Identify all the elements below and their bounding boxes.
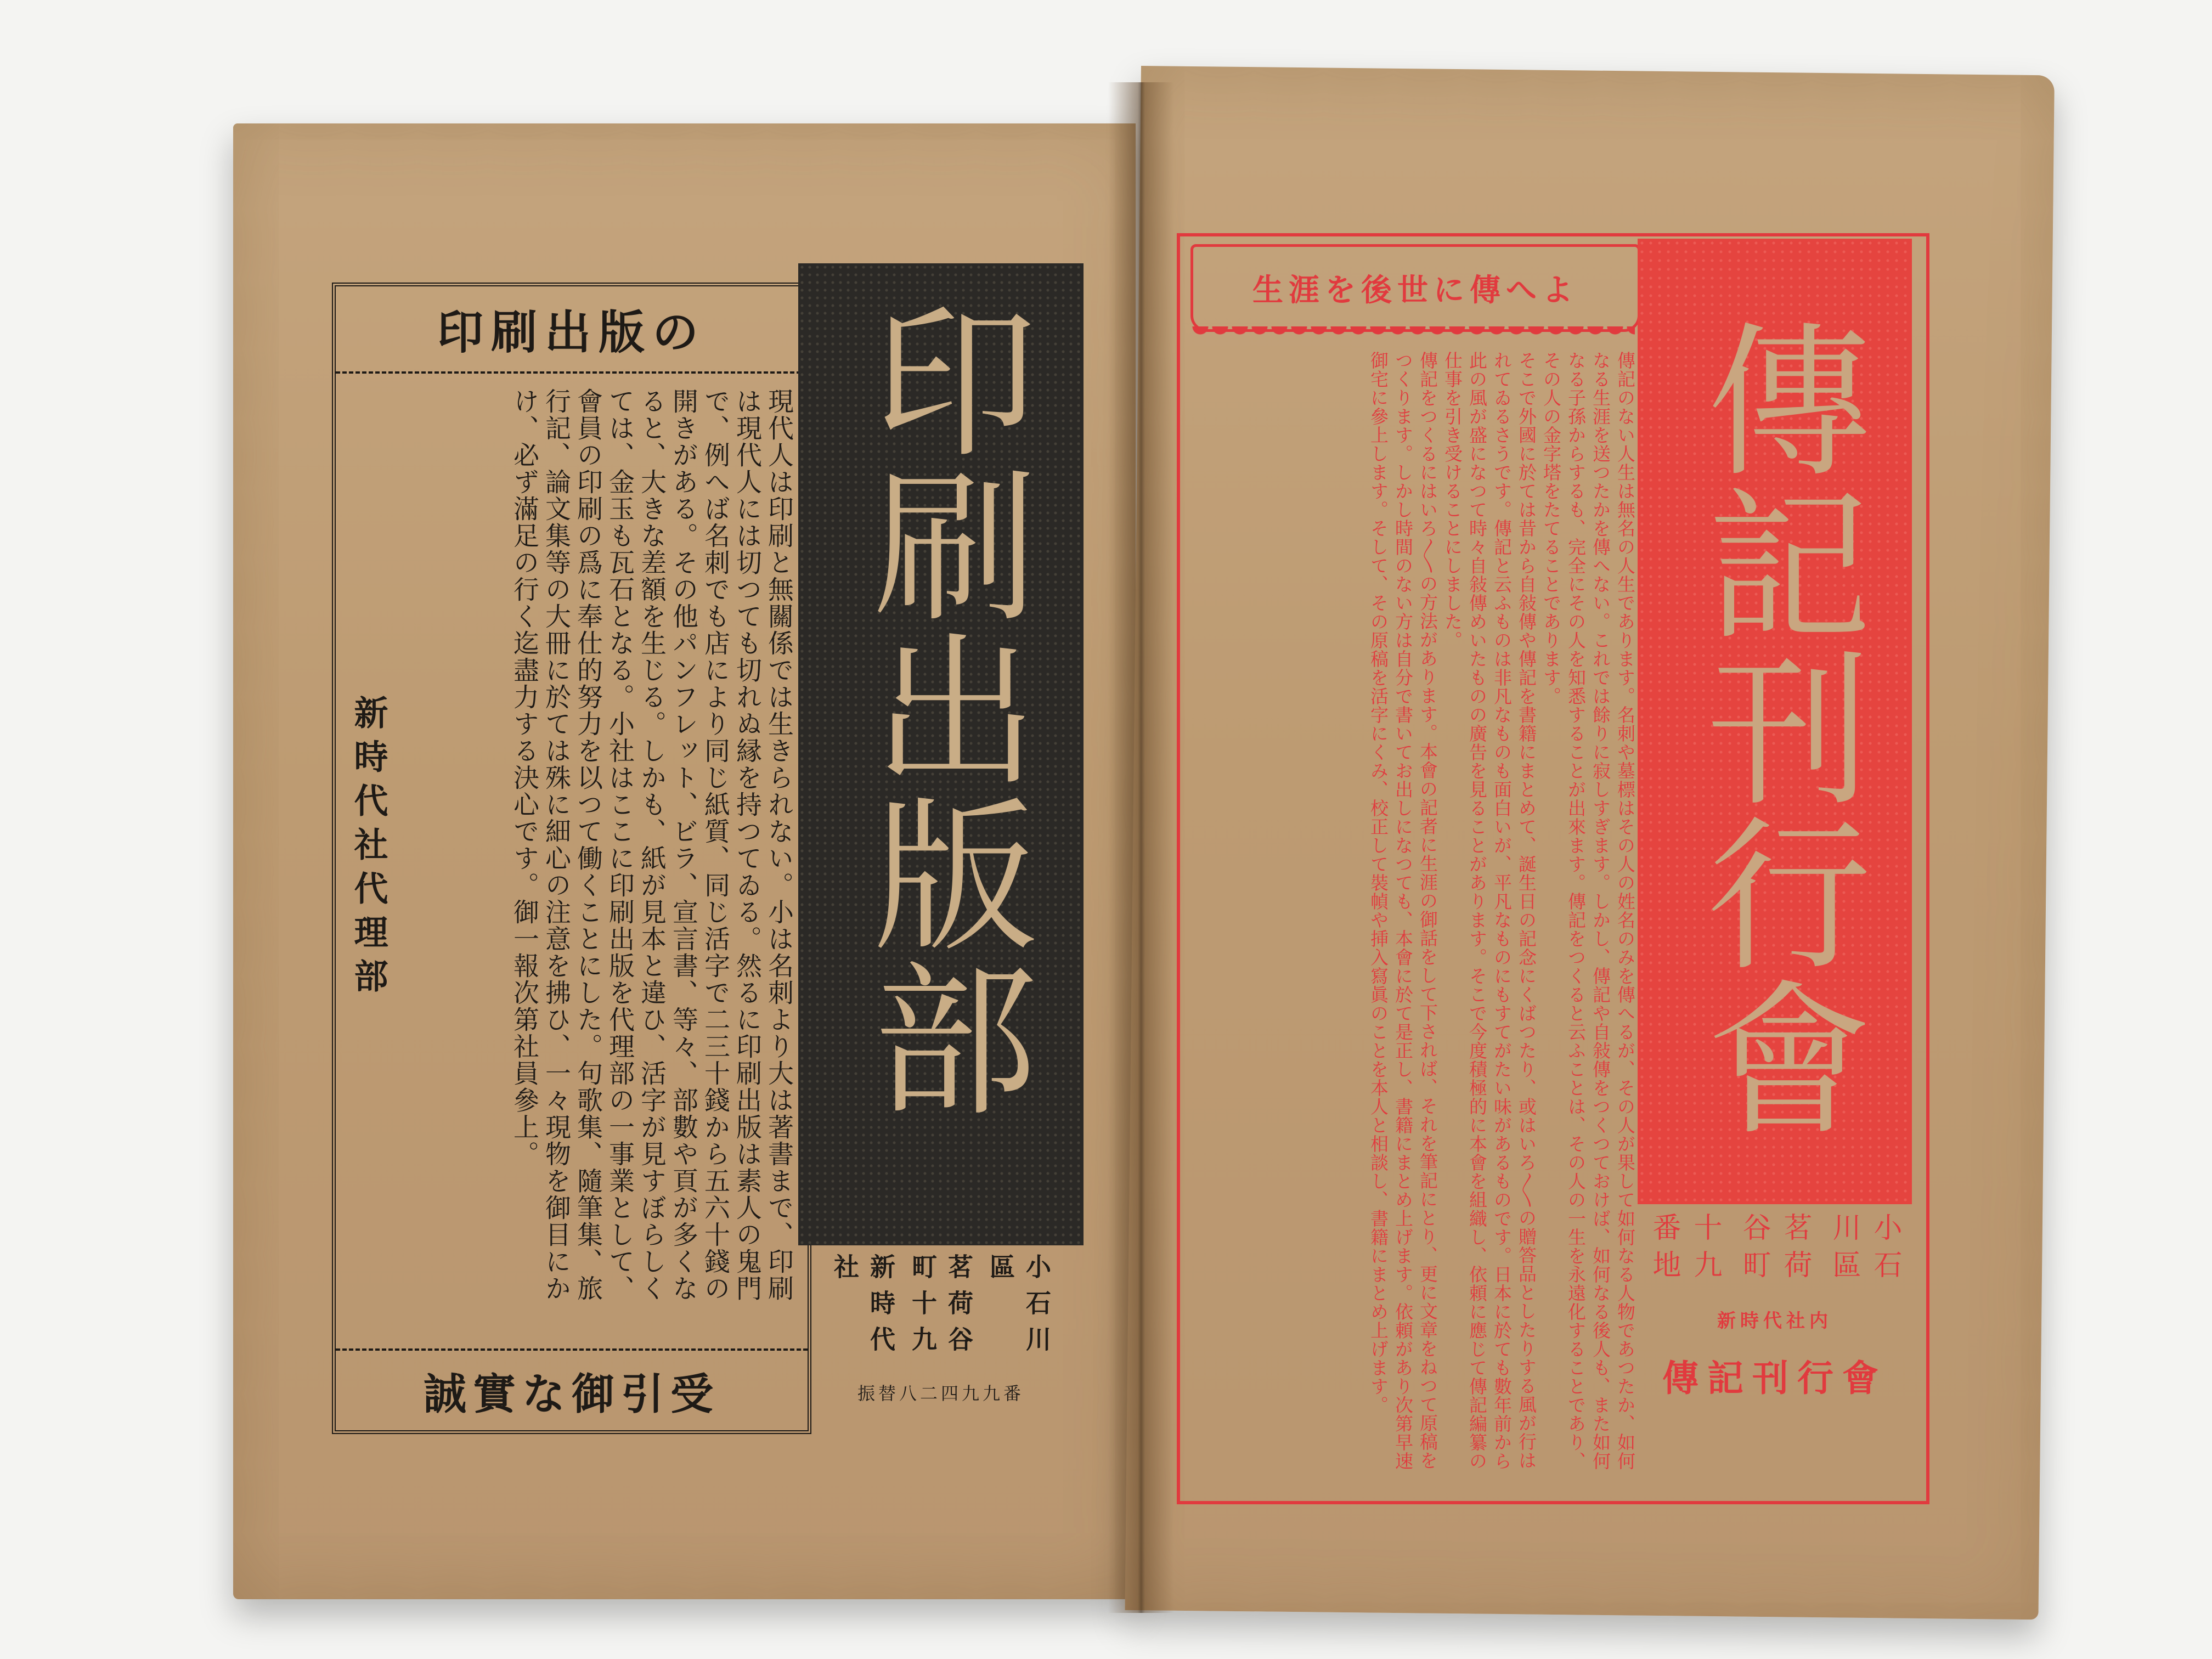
biography-society-calligraphy: 傳記刊行會: [1679, 315, 1871, 1138]
biography-ad-slogan: 生涯を後世に傳へよ: [1190, 244, 1640, 332]
biography-society-banner: [1638, 239, 1912, 1204]
biography-ad-text: [1193, 351, 1638, 1481]
biography-ad-paragraph: 傳記をつくるにはいろ〳〵の方法があります。本會の記者に生涯の御話をして下されば、それを筆記にとり、更に文章をねつて原稿をつくります。しかし時間のない方は自分で書いてお出しになつても、本會に於て是正し、書籍にまとめ上げます。依頼があり次第早速御宅に參上します。そして、その原稿を活字にくみ、校正して裝幀や挿入寫眞のことを本人と相談し、書籍にまとめ上げます。: [1368, 351, 1438, 1470]
address-line: 茗荷谷町: [1737, 1212, 1812, 1287]
printing-department-calligraphy: 印刷出版部: [845, 296, 1037, 1119]
biography-ad-paragraph: そこで外國に於ては昔から自敍傳や傳記を書籍にまとめて、誕生日の記念にくばつたり、或はいろ〳〵の贈答品としたりする風が行はれてゐるさうです。傳記と云ふものは非凡なものも面白いが、平凡なものにもすてがたい味があるものです。日本に於ても數年前から此の風が盛になつて時々自敍傳めいたものの廣告を見ることがあります。そこで今度積極的に本會を組織し、依頼に應じて傳記編纂の仕事を引き受けることにしました。: [1442, 351, 1537, 1470]
printing-ad-department: 新時代社代理部: [348, 695, 388, 1002]
printing-ad-body: [336, 388, 808, 1315]
printing-ad-paragraph: 現代人は印刷と無關係では生きられない。小は名刺より大は著書まで、印刷は現代人には切つても切れぬ縁を持つてゐる。然るに印刷出版は素人の鬼門で、例へば名刺でも店により同じ紙質、同じ活字で二三十錢から五六十錢の開きがある。その他パンフレット、ビラ、宣言書、等々、部數や頁が多くなると、大きな差額を生じる。しかも、紙が見本と違ひ、活字が見すぼらしくては、金玉も瓦石となる。小社はここに印刷出版を代理部の一事業として、會員の印刷の爲に奉仕的努力を以つて働くことにした。句歌集、隨筆集、旅行記、論文集等の大冊に於ては殊に細心の注意を拂ひ、一々現物を御目にかけ、必ず滿足の行く迄盡力する決心です。御一報次第社員參上。: [509, 388, 794, 1302]
biography-ad-address: [1640, 1212, 1909, 1487]
printing-ad-footer: 誠實な御引受: [336, 1348, 808, 1430]
printing-department-banner: [798, 263, 1084, 1245]
printing-ad-header: 印刷出版の: [336, 286, 808, 374]
publisher-name: 傳記刊行會: [1662, 1357, 1887, 1400]
address-line: 十九番地: [1647, 1212, 1722, 1287]
printing-ad-address: [809, 1254, 1073, 1418]
address-line: 茗荷谷町十九: [908, 1254, 974, 1362]
book-gutter: [1108, 82, 1174, 1613]
scalloped-divider: [1190, 326, 1635, 341]
address-lines: [827, 1254, 1055, 1369]
address-lines: [1644, 1212, 1906, 1295]
address-line: 小石川區: [1827, 1212, 1901, 1287]
biography-ad-paragraph: 傳記のない人生は無名の人生であります。名刺や墓標はその人の姓名のみを傳へるが、その人が果して如何なる人物であつたか、如何なる生涯を送つたかを傳へない。これでは餘りに寂しすぎます。しかし、傳記や自敍傳をつくつておけば、如何なる後人も、また如何なる子孫からするも、完全にその人を知悉することが出來ます。傳記をつくると云ふことは、その人の一生を永遠化することであり、その人の金字塔をたてることであります。: [1541, 351, 1636, 1470]
address-line: 新時代社: [830, 1254, 896, 1362]
proxy-office: 新時代社内: [1717, 1310, 1832, 1332]
postal-transfer-account: 振替八二四九九番: [857, 1383, 1024, 1404]
printing-ad-box: [332, 283, 811, 1434]
address-line: 小石川區: [986, 1254, 1052, 1362]
printing-ad-text: [413, 388, 808, 1315]
